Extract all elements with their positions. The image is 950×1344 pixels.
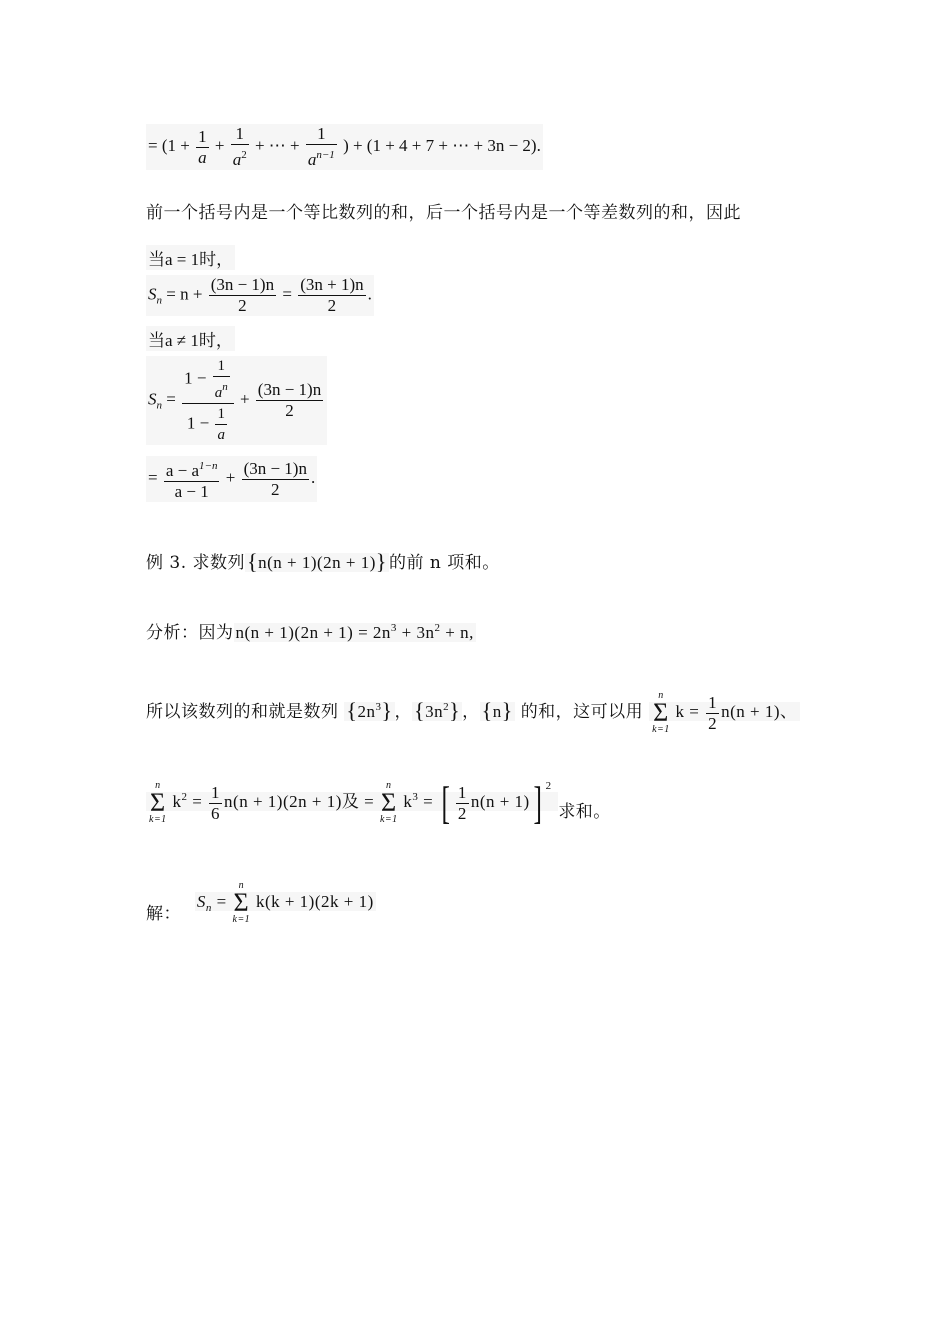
fraction: $\frac{1}{a}$ [198, 126, 207, 167]
example-3: 例 3. 求数列{n(n + 1)(2n + 1)} 的前 n 项和。 [146, 549, 500, 574]
paragraph-explanation: 前一个括号内是一个等比数列的和，后一个括号内是一个等差数列的和，因此 [146, 203, 741, 223]
fraction: $\frac{(3n - 1)n}{2}$ [243, 458, 307, 499]
compound-fraction: 1 − $\frac{1}{a^n}$ 1 − $\frac{1}{a}$ [182, 356, 234, 445]
fraction: $\frac{(3n + 1)n}{2}$ [300, 275, 364, 315]
solution-line: 解： $S_n$ = n Σ k=1 k(k + 1)(2k + 1) [146, 880, 374, 925]
formula-case-2: $S_n$ = 1 − $\frac{1}{a^n}$ 1 − $\frac{1}{a}$ + $\frac{(3n - 1)n}{2}$ [146, 356, 327, 445]
sums-line: n Σ k=1 $k^2$ = $\frac{1}{6}$ n(n + 1)(2n + 1)及 = n Σ k=1 $k^3$ = [ $\frac{1}{2}$ n(n + 1)] $^2$ 求和。 [146, 780, 611, 826]
formula-case-2-simplified: = $\frac{a - a^{1-n}}{a - 1}$ + $\frac{(3n - 1)n}{2}$ . [146, 456, 317, 502]
analysis-line: 分析：因为 $n(n + 1)(2n + 1) = 2n^3 + 3n^2 + n$, [146, 622, 474, 643]
fraction: $\frac{a - a^{1-n}}{a - 1}$ [164, 456, 220, 502]
sigma-symbol: n Σ k=1 [232, 880, 251, 925]
case-a-not-1-label: 当a ≠ 1时， [146, 326, 235, 351]
sigma-symbol: n Σ k=1 [149, 780, 167, 826]
formula-case-1: $S_n = n$ + $\frac{(3n - 1)n}{2}$ = $\frac{(3n + 1)n}{2}$ . [148, 275, 372, 315]
sets-line: 所以该数列的和就是数列 $\{2n^3\}$ ，$\{3n^2\}$ ，{n} 的和，这可以用 n Σ k=1 k = $\frac{1}{2}$ n(n + 1)、 [146, 690, 798, 735]
formula-line-1: = (1 + $\frac{1}{a}$ + $\frac{1}{a^2}$ + ⋯ + $\frac{1}{a^{n-1}}$ ) + (1 + 4 + 7 + ⋯ + 3n − 2). [148, 124, 541, 169]
sigma-symbol: n Σ k=1 [652, 690, 670, 735]
fraction: $\frac{(3n - 1)n}{2}$ [257, 380, 322, 420]
fraction: $\frac{1}{a^2}$ [232, 124, 247, 169]
sigma-symbol: n Σ k=1 [379, 780, 398, 826]
fraction: $\frac{(3n - 1)n}{2}$ [210, 275, 275, 315]
fraction: $\frac{1}{a^{n-1}}$ [307, 124, 335, 169]
case-a-equals-1-label: 当a = 1时， [146, 245, 235, 270]
